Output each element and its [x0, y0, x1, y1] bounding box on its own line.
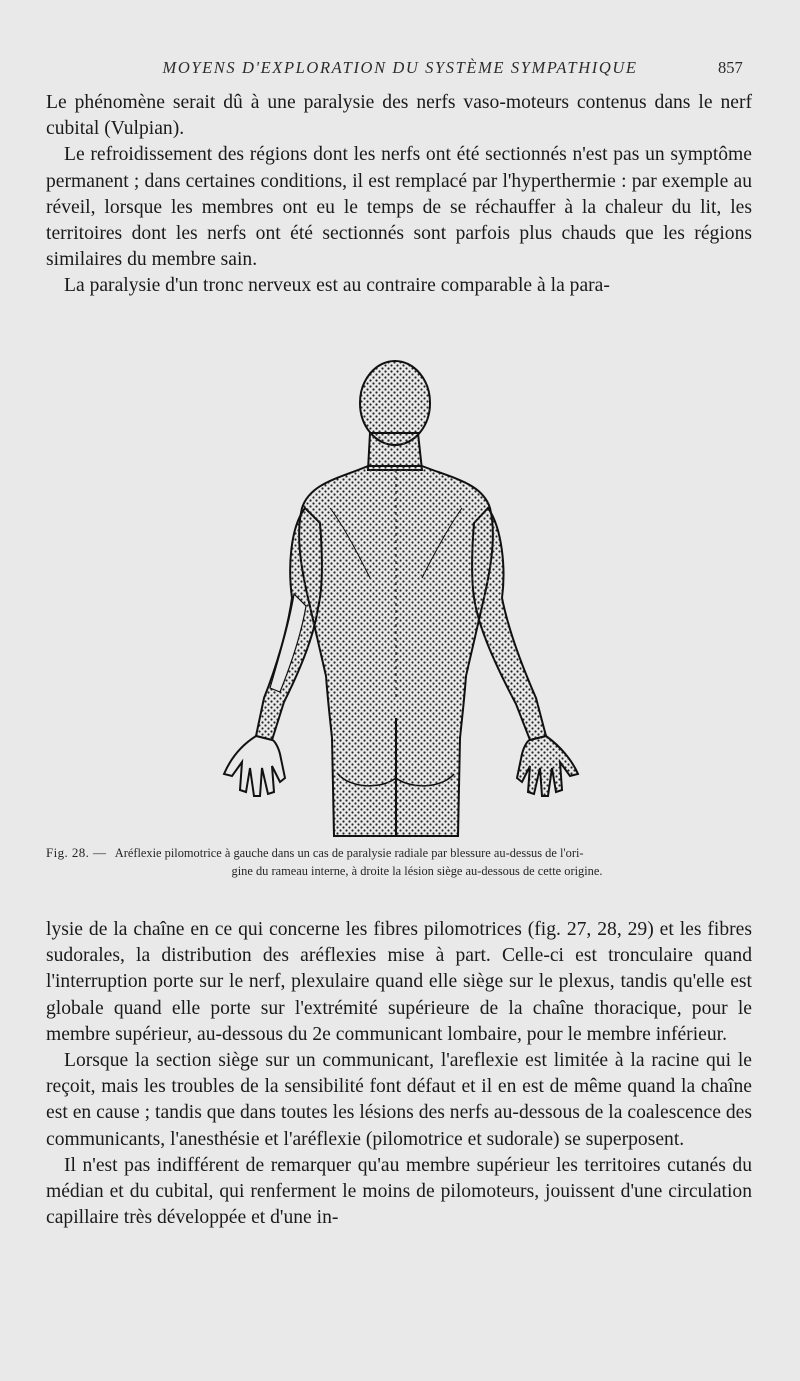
figure-label: Fig. 28. — — [46, 845, 107, 860]
body-text-top — [46, 90, 752, 300]
paragraph: Il n'est pas indifférent de remarquer qu'au membre supérieur les territoires cutanés du médian et du cubital, qui renferment le moins de pilomoteurs, jouissent d'une circulation capillaire très développée et d'une in- — [46, 1154, 752, 1229]
caption-line-2: gine du rameau interne, à droite la lésion siège au-dessous de cette origine. — [231, 864, 603, 878]
body-text-bottom — [46, 917, 752, 1231]
figure-body-diagram — [210, 358, 600, 838]
figure-caption — [46, 844, 758, 880]
paragraph: lysie de la chaîne en ce qui concerne les fibres pilomotrices (fig. 27, 28, 29) et les fibres sudorales, la distribution des aréflexies mise à part. Celle-ci est tronculaire quand l'interruption porte sur le nerf, plexulaire quand elle siège sur le plexus, tandis qu'elle est globale quand elle porte sur l'extrémité supérieure de la chaîne thoracique, pour le membre supérieur, au-dessous du 2e communicant lombaire, pour le membre inférieur. — [46, 919, 752, 1045]
paragraph: Lorsque la section siège sur un communicant, l'areflexie est limitée à la racine qui le reçoit, mais les troubles de la sensibilité font défaut et il en est de même quand la chaîne est en cause ; tandis que dans toutes les lésions des nerfs au-dessous de la coalescence des communicants, l'anesthésie et l'aréflexie (pilomotrice et sudorale) se superposent. — [46, 1050, 752, 1150]
paragraph: La paralysie d'un tronc nerveux est au contraire comparable à la para- — [64, 275, 610, 297]
back-view-body-illustration — [210, 358, 600, 838]
left-hand-shape — [224, 736, 285, 796]
right-hand-shape — [517, 736, 578, 796]
running-title: MOYENS D'EXPLORATION DU SYSTÈME SYMPATHIQUE — [162, 58, 638, 77]
right-arm-shape — [472, 508, 546, 740]
page-number: 857 — [718, 58, 743, 77]
caption-line-1: Aréflexie pilomotrice à gauche dans un cas de paralysie radiale par blessure au-dessus de l'ori- — [114, 846, 584, 860]
neck-shape — [368, 433, 422, 470]
paragraph: Le refroidissement des régions dont les nerfs ont été sectionnés n'est pas un symptôme permanent ; dans certaines conditions, il est remplacé par l'hyperthermie : par exemple au réveil, lorsque les membres ont eu le temps de se réchauffer à la chaleur du lit, les territoires dont les nerfs ont été sectionnés sont parfois plus chauds que les régions similaires du membre sain. — [46, 144, 752, 271]
paragraph: Le phénomène serait dû à une paralysie des nerfs vaso-moteurs contenus dans le nerf cubital (Vulpian). — [46, 92, 752, 140]
